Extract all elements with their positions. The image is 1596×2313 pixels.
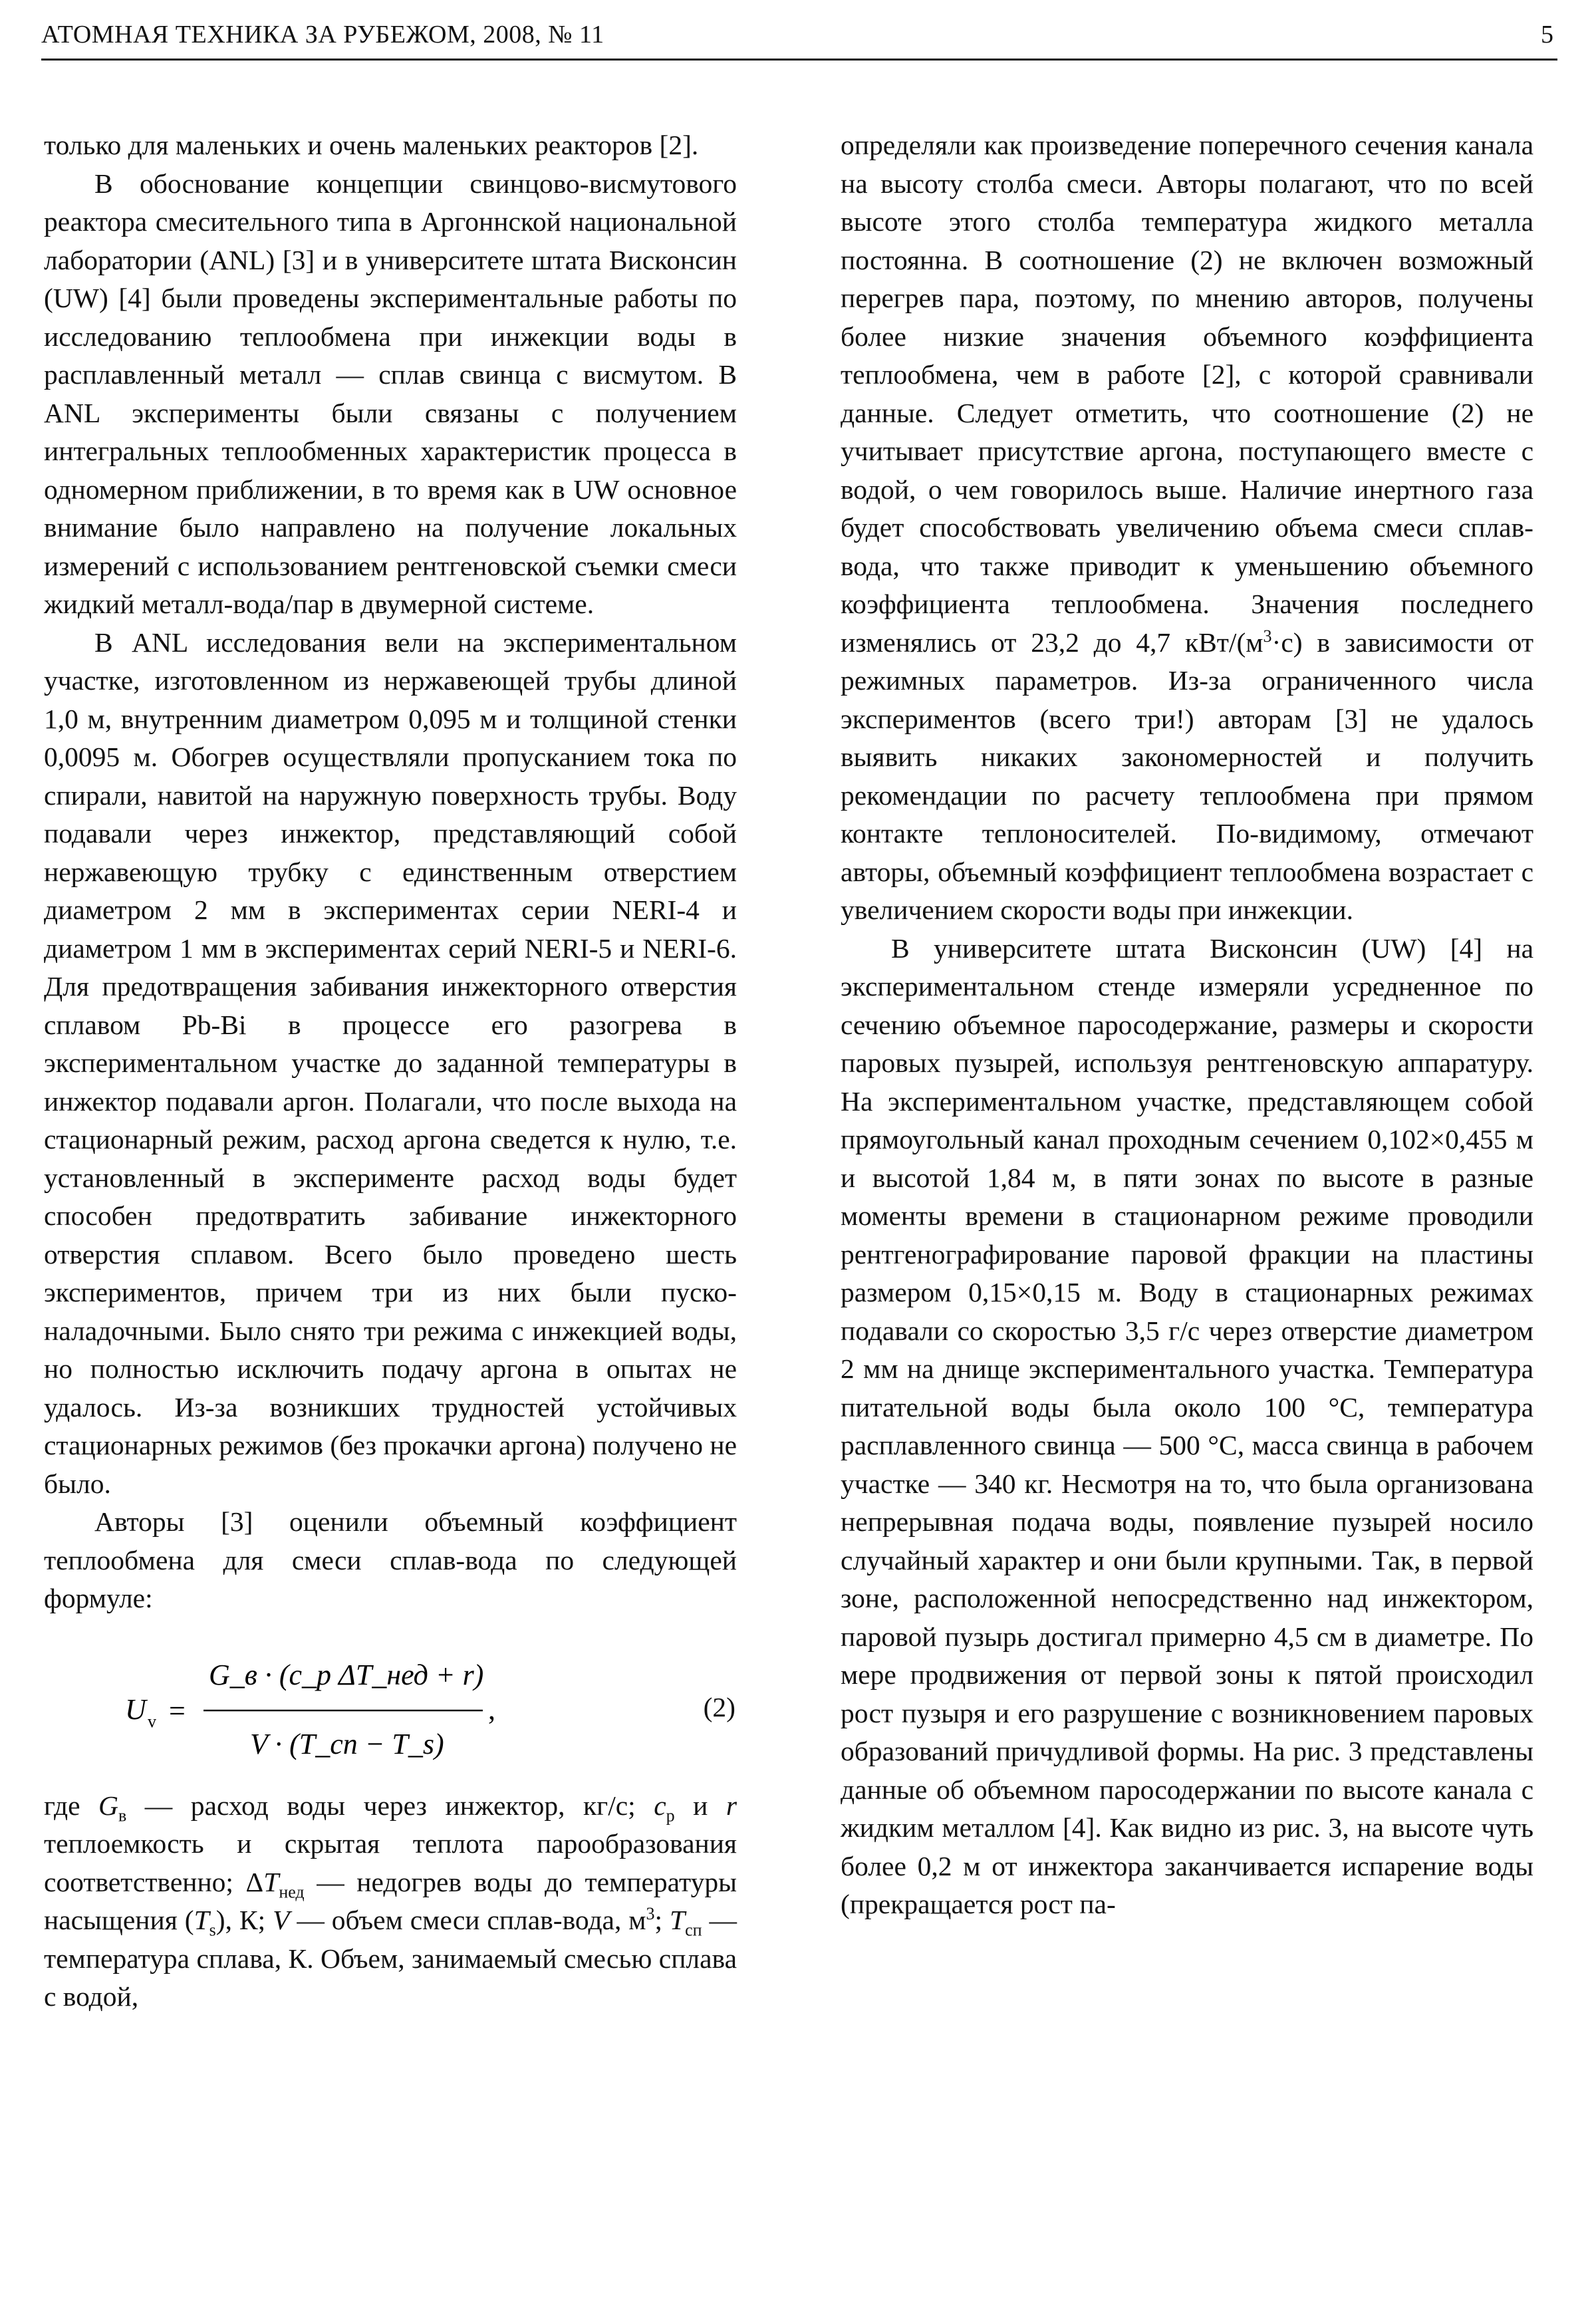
equation-number: (2)	[703, 1691, 735, 1722]
paragraph-volume-definition: определяли как произведение поперечного сечения канала на высоту столба смеси. Авторы полагают, что по всей высоте этого столба температура жидкого металла постоянна. В соотношение (2) не включен возможный перегрев пара, поэтому, по мнению авторов, получены более низкие значения объемного коэффициента теплообмена, чем в работе [2], с которой сравнивали данные. Следует отметить, что соотношение (2) не учитывает присутствие аргона, поступающего вместе с водой, о чем говорилось выше. Наличие инертного газа будет способствовать увеличению объема смеси сплав-вода, что также приводит к уменьшению объемного коэффициента теплообмена. Значения последнего изменялись от 23,2 до 4,7 кВт/$(м^3\cdot с)$ в зависимости от режимных параметров. Из-за ограниченного числа экспериментов (всего три!) авторам [3] не удалось выявить никаких закономерностей и получить рекомендации по расчету теплообмена при прямом контакте теплоносителей. По-видимому, отмечают авторы, объемный коэффициент теплообмена возрастает с увеличением скорости воды при инжекции.	[841, 130, 1533, 925]
eq-equals: =	[169, 1694, 186, 1727]
journal-title: АТОМНАЯ ТЕХНИКА ЗА РУБЕЖОМ, 2008, № 11	[41, 21, 604, 49]
paragraph-notation: где $G_в$ — расход воды через инжектор, кг/с; $c_p$ и r теплоемкость и скрытая теплота парообразования соответственно; $\Delta T_{нед}$ — недогрев воды до температуры насыщения $(T_s)$, К; V — объем смеси сплав-вода, $м^3$; $T_{сп}$ — температура сплава, К. Объем, занимаемый смесью сплава с водой,	[44, 1790, 737, 2012]
paragraph-continuation: только для маленьких и очень маленьких реакторов [2].	[44, 130, 699, 160]
equation-graphic	[44, 1627, 737, 1780]
paragraph-intro: В обоснование концепции свинцово-висмутового реактора смесительного типа в Аргоннской национальной лаборатории (ANL) [3] и в университете штата Висконсин (UW) [4] были проведены экспериментальные работы по исследованию теплообмена при инжекции воды в расплавленный металл — сплав свинца с висмутом. В ANL эксперименты были связаны с получением интегральных теплообменных характеристик процесса в одномерном приближении, в то время как в UW основное внимание было направлено на получение локальных измерений с использованием рентгеновской съемки смеси жидкий металл-вода/пар в двумерной системе.	[44, 168, 737, 619]
equation-2	[44, 1627, 737, 1780]
eq-denominator: V · (T_сп − T_s)	[250, 1727, 444, 1760]
paragraph-formula-intro: Авторы [3] оценили объемный коэффициент теплообмена для смеси сплав-вода по следующей формуле:	[44, 1506, 737, 1613]
running-header	[41, 19, 1557, 61]
eq-lhs-sub: v	[148, 1711, 156, 1731]
paragraph-anl-setup: В ANL исследования вели на экспериментальном участке, изготовленном из нержавеющей трубы длиной 1,0 м, внутренним диаметром 0,095 м и толщиной стенки 0,0095 м. Обогрев осуществляли пропусканием тока по спирали, навитой на наружную поверхность трубы. Воду подавали через инжектор, представляющий собой нержавеющую трубку с единственным отверстием диаметром 2 мм в экспериментах серии NERI-4 и диаметром 1 мм в экспериментах серий NERI-5 и NERI-6. Для предотвращения забивания инжекторного отверстия сплавом Pb-Bi в процессе его разогрева в экспериментальном участке до заданной температуры в инжектор подавали аргон. Полагали, что после выхода на стационарный режим, расход аргона сведется к нулю, т.е. установленный в эксперименте расход воды будет способен предотвратить забивание инжекторного отверстия сплавом. Всего было проведено шесть экспериментов, причем три из них были пуско-наладочными. Было снято три режима с инжекцией воды, но полностью исключить подачу аргона в опытах не удалось. Из-за возникших трудностей устойчивых стационарных режимов (без прокачки аргона) получено не было.	[44, 626, 737, 1499]
paragraph-uw-experiment: В университете штата Висконсин (UW) [4] на экспериментальном стенде измеряли усредненное по сечению объемное паросодержание, размеры и скорости паровых пузырей, используя рентгеновскую аппаратуру. На экспериментальном участке, представляющем собой прямоугольный канал проходным сечением 0,102×0,455 м и высотой 1,84 м, в пяти зонах по высоте в разные моменты времени в стационарном режиме проводили рентгенографирование паровой фракции на пластины размером 0,15×0,15 м. Воду в стационарных режимах подавали со скоростью 3,5 г/с через отверстие диаметром 2 мм на днище экспериментального участка. Температура питательной воды была около 100 °С, температура расплавленного свинца — 500 °С, масса свинца в рабочем участке — 340 кг. Несмотря на то, что была организована непрерывная подача воды, появление пузырей носило случайный характер и они были крупными. Так, в первой зоне, расположенной непосредственно над инжектором, паровой пузырь достигал примерно 4,5 см в диаметре. По мере продвижения от первой зоны к пятой происходил рост пузыря и его разрушение с возникновением паровых образований причудливой формы. На рис. 3 представлены данные об объемном паросодержании по высоте канала с жидким металлом [4]. Как видно из рис. 3, на высоте чуть более 0,2 м от инжектора заканчивается испарение воды (прекращается рост па-	[841, 932, 1533, 1919]
page-number: 5	[1541, 21, 1553, 49]
eq-lhs: U	[125, 1693, 146, 1726]
right-column	[841, 126, 1533, 1924]
eq-numerator: G_в · (c_p ΔT_нед + r)	[209, 1658, 484, 1691]
eq-comma: ,	[488, 1693, 495, 1726]
left-column	[44, 126, 737, 2016]
